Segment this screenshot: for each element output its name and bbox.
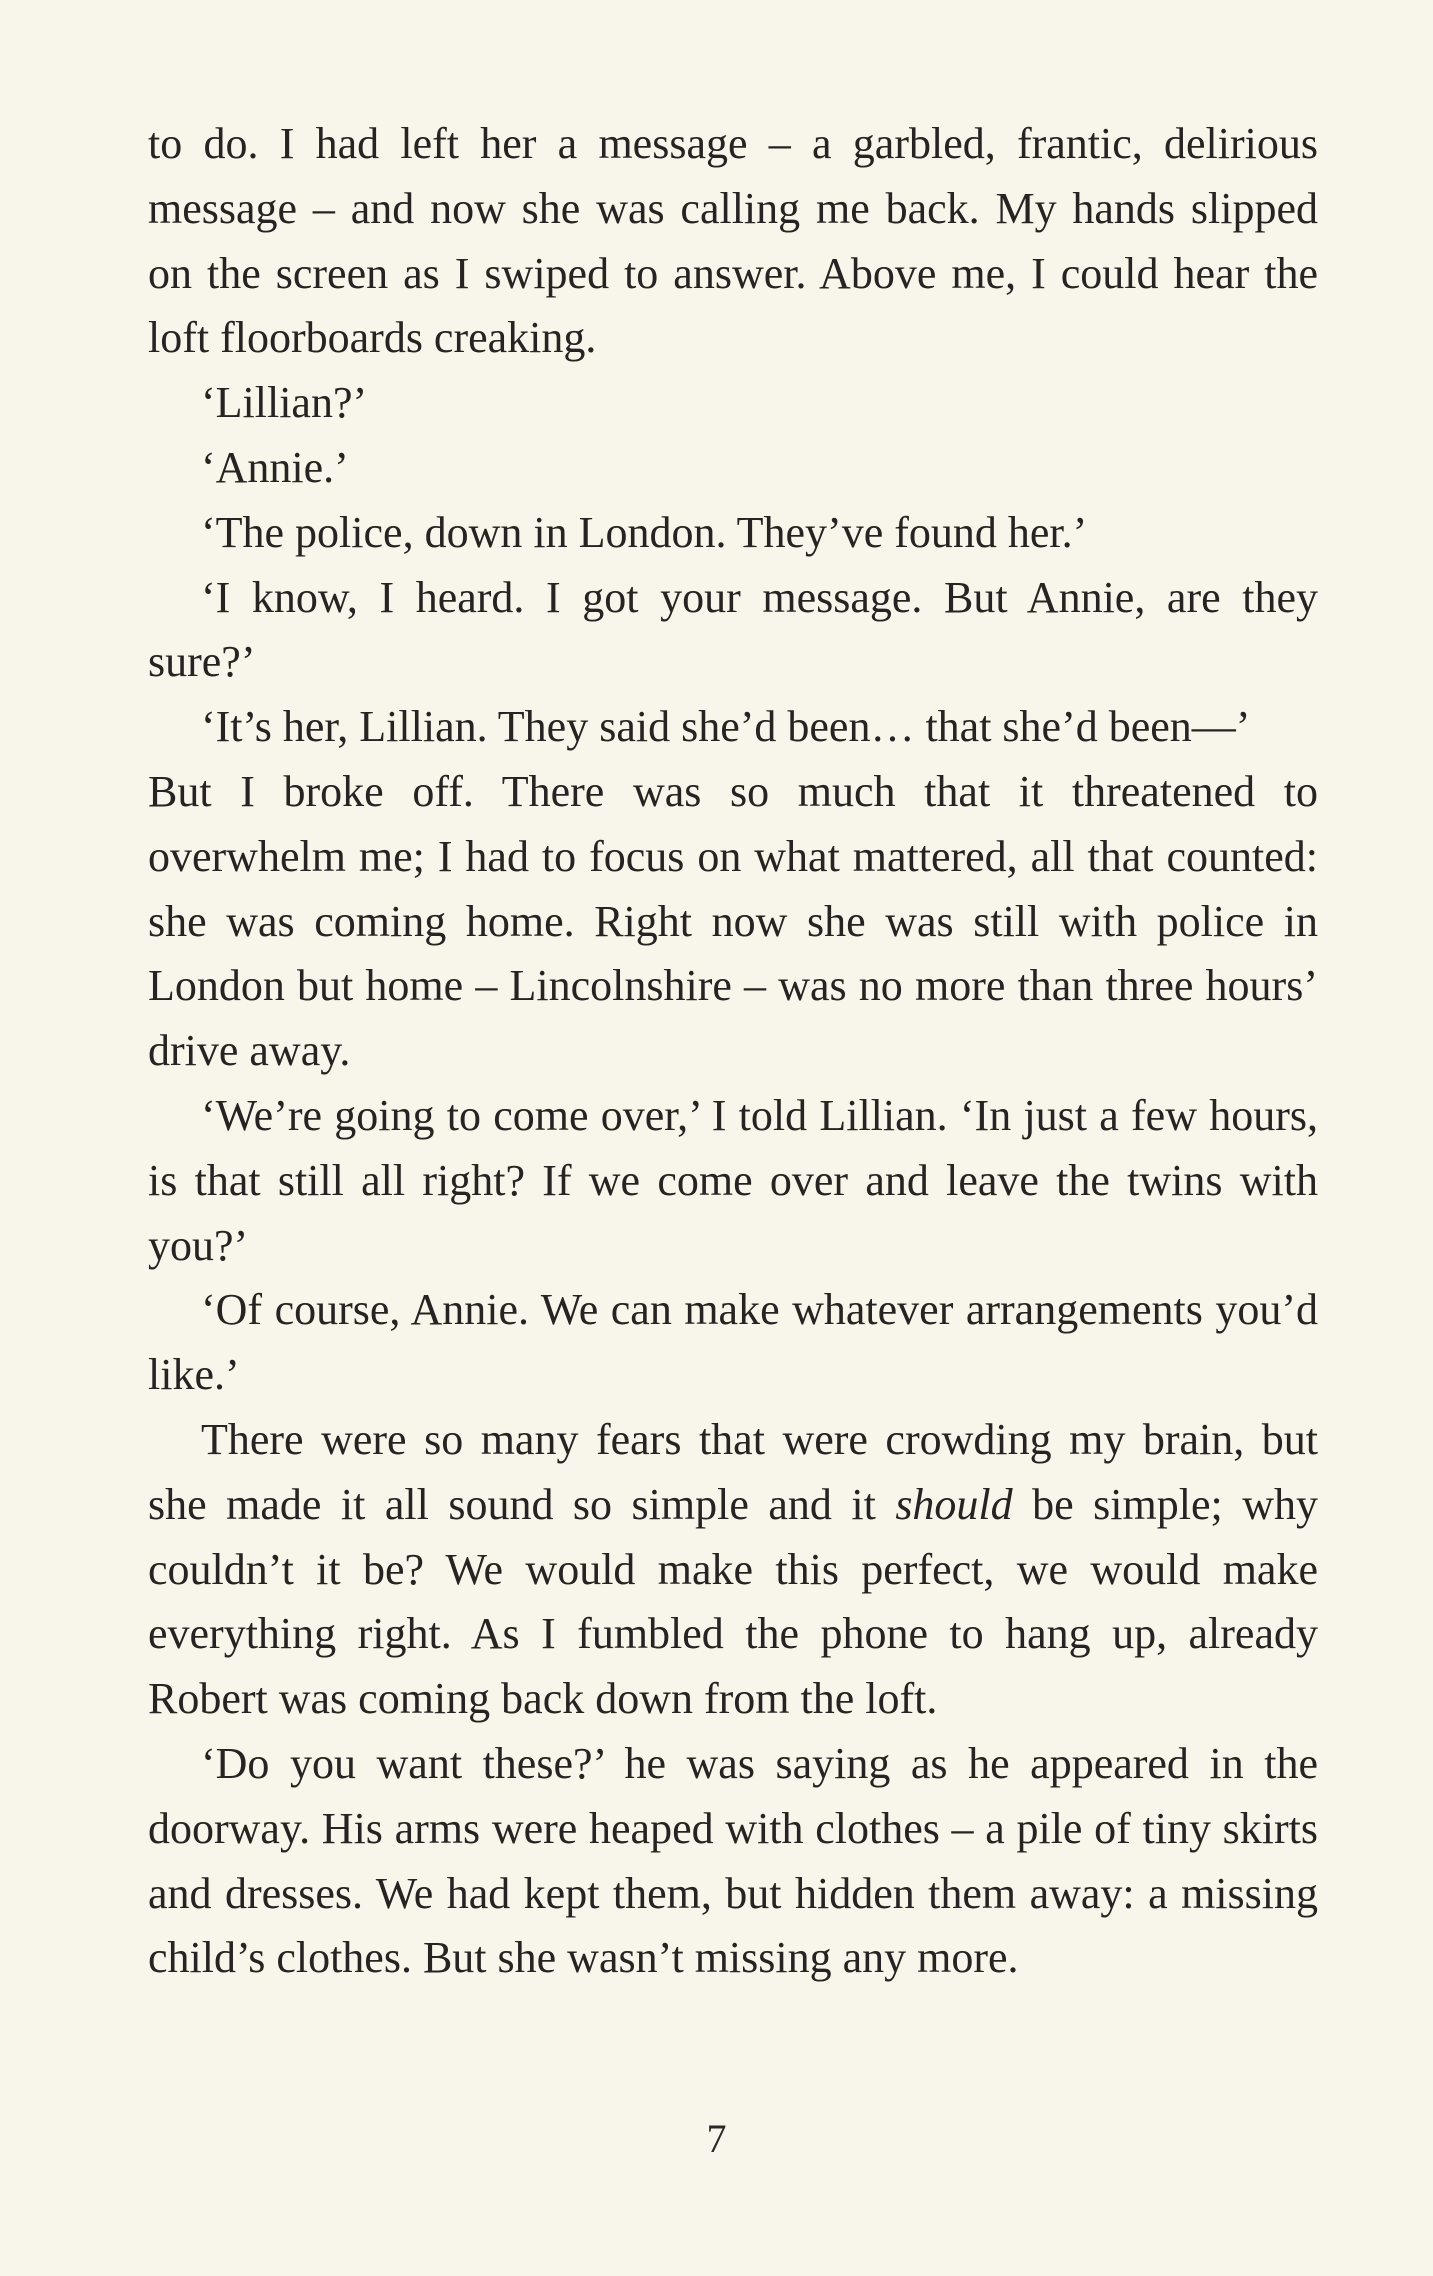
text-run: be simple; why couldn’t it be? We would make this perfect, we would make everything right. As I fumbled the phone to hang up, already Robert was coming back down from the loft. [148,1479,1318,1724]
text-run: But I broke off. There was so much that it threatened to overwhelm me; I had to focus on what mattered, all that counted: she was coming home. Right now she was still with police in London but home – Lincolnshire – was no more than three hours’ drive away. [148,766,1318,1076]
text-run: ‘Of course, Annie. We can make whatever arrangements you’d like.’ [148,1285,1318,1400]
text-run: ‘Annie.’ [201,442,349,492]
page-number: 7 [706,2116,727,2161]
text-run: There were so many fears that were crowding my brain, but she made it all sound so simple and it [148,1414,1318,1529]
paragraph [148,1732,1318,1991]
paragraph [148,566,1318,696]
text-run: ‘We’re going to come over,’ I told Lillian. ‘In just a few hours, is that still all right? If we come over and leave the twins with you?’ [148,1090,1318,1270]
paragraph [148,501,1318,566]
text-run: ‘I know, I heard. I got your message. But Annie, are they sure?’ [148,572,1318,687]
paragraph [148,436,1318,501]
paragraph [148,371,1318,436]
paragraph [148,1278,1318,1408]
text-run: to do. I had left her a message – a garbled, frantic, delirious message – and now she was calling me back. My hands slipped on the screen as I swiped to answer. Above me, I could hear the loft floorboards creaking. [148,119,1318,363]
text-run: ‘It’s her, Lillian. They said she’d been… that she’d been—’ [201,702,1251,752]
text-run: ‘Lillian?’ [201,378,368,428]
body-text [148,112,1318,1991]
italic-text: should [895,1479,1013,1529]
text-run: ‘Do you want these?’ he was saying as he appeared in the doorway. His arms were heaped with clothes – a pile of tiny skirts and dresses. We had kept them, but hidden them away: a missing child’s clothes. But she wasn’t missing any more. [148,1738,1318,1983]
paragraph [148,695,1318,760]
paragraph [148,1408,1318,1732]
text-run: ‘The police, down in London. They’ve found her.’ [201,507,1088,557]
paragraph [148,1084,1318,1278]
paragraph [148,112,1318,371]
paragraph [148,760,1318,1084]
